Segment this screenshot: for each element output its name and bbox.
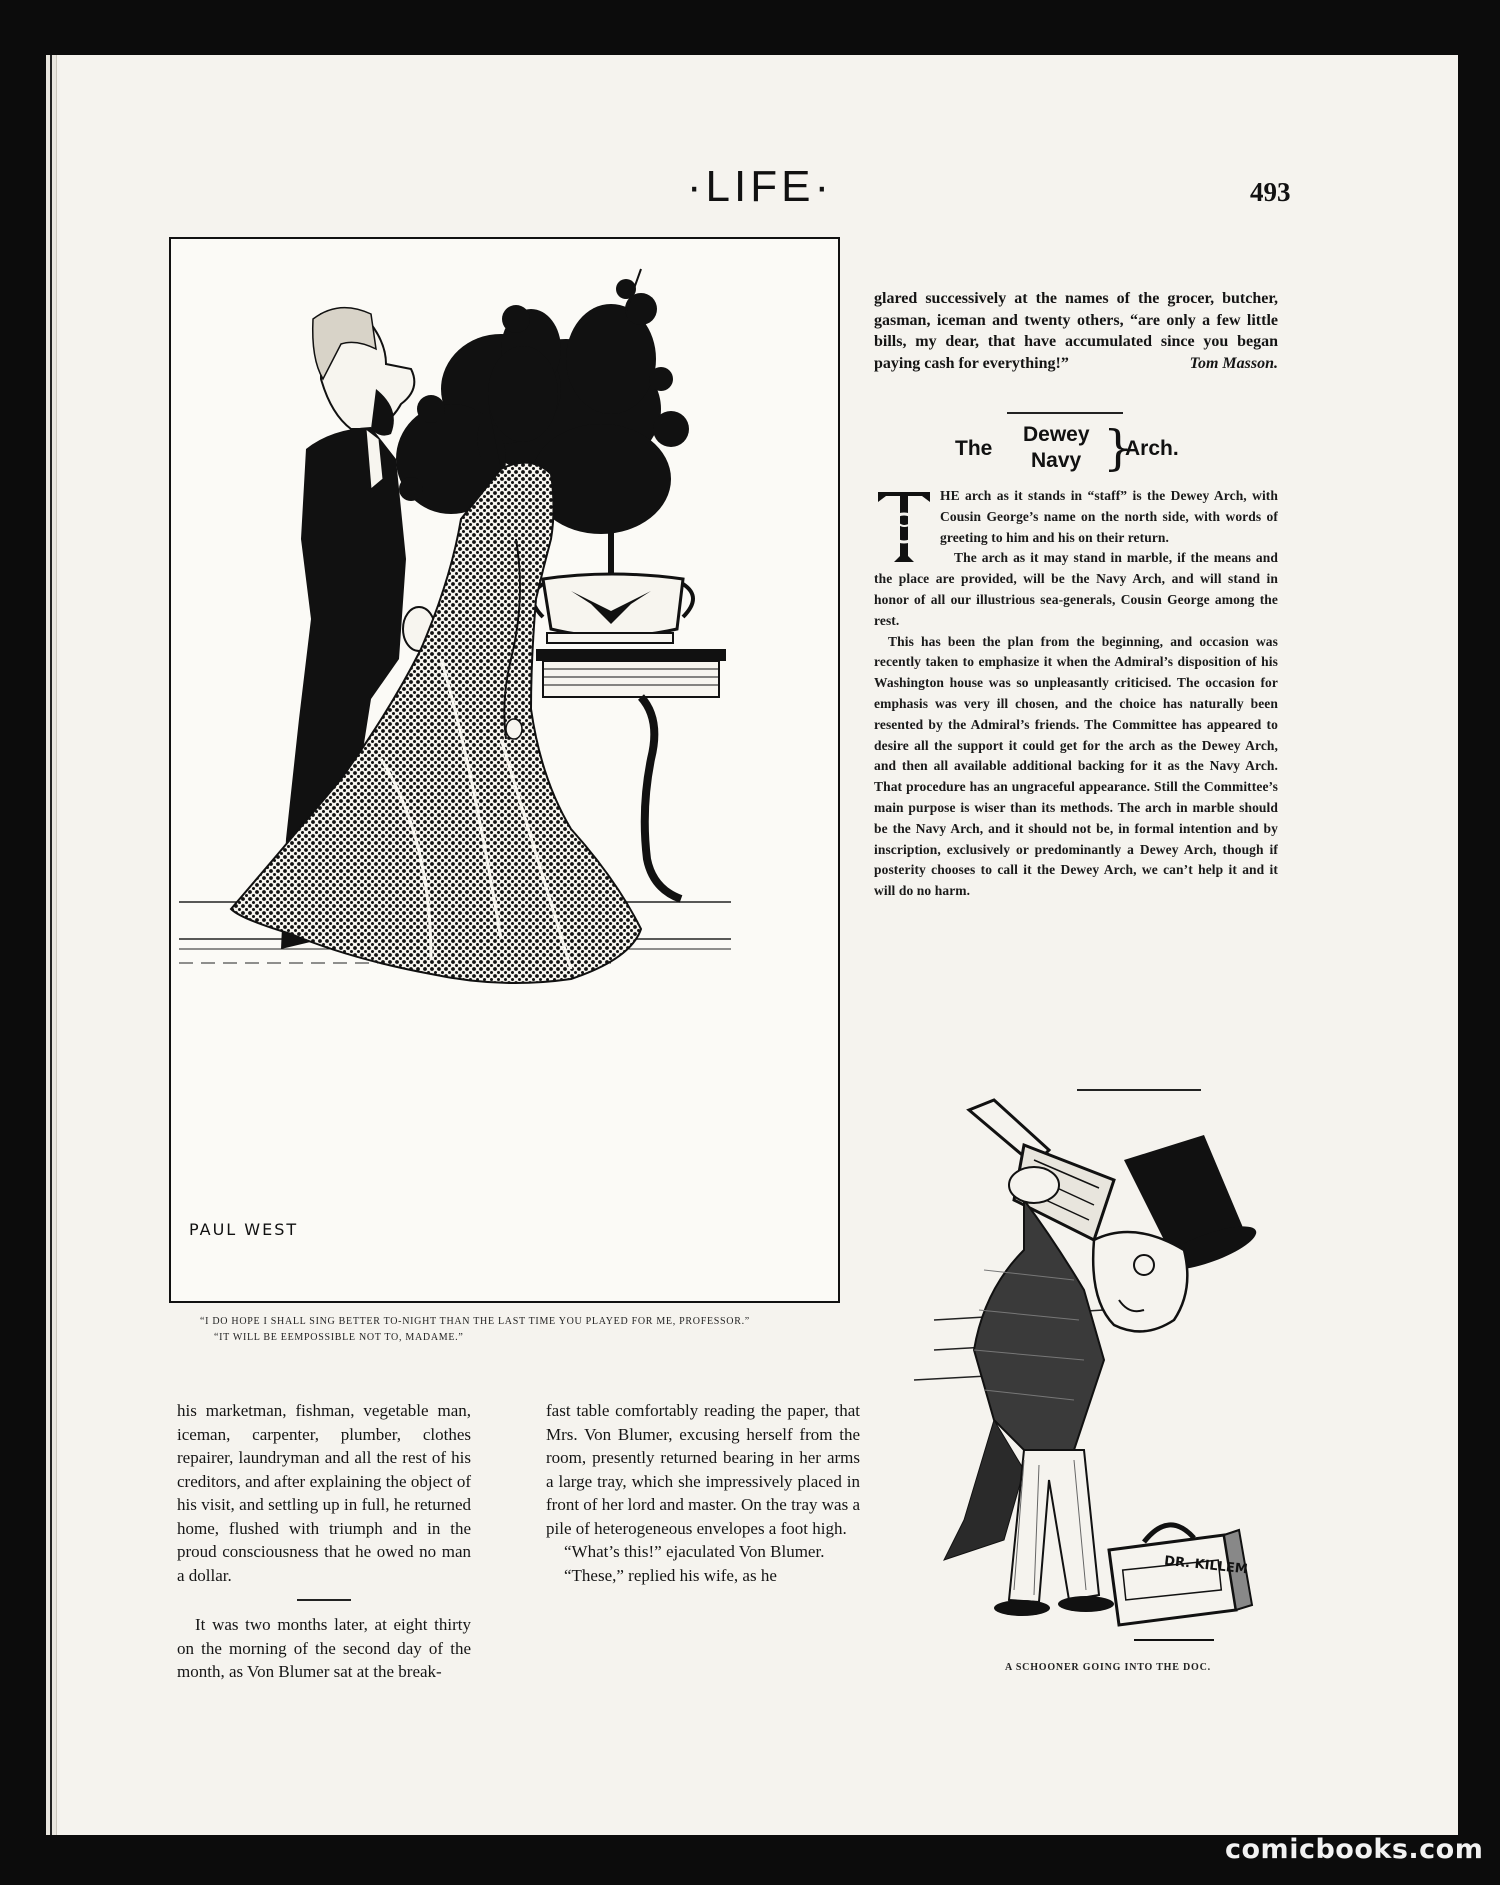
singer-and-professor-drawing: [171, 239, 838, 1301]
caption-line-2: “IT WILL BE EEMPOSSIBLE NOT TO, MADAME.”: [214, 1332, 464, 1343]
bag-label: DR. KILLEM: [1163, 1553, 1249, 1578]
heading-word-the: The: [955, 437, 993, 460]
heading-word-navy: Navy: [1031, 449, 1082, 472]
story-paragraph: glared successively at the names of the grocer, butcher, gasman, iceman and twenty others, “are only a few little bills, my dear, that have accumulated since you began paying cash for everything!”: [874, 290, 1278, 372]
story-author: Tom Masson.: [1189, 354, 1278, 372]
site-watermark: comicbooks.com: [1225, 1834, 1484, 1865]
story-paragraph: It was two months later, at eight thirty on the morning of the second day of the month, as Von Blumer sat at the break-: [177, 1615, 471, 1681]
story-column-1: [177, 1399, 471, 1684]
story-column-3: [874, 288, 1278, 374]
artist-signature: PAUL WEST: [189, 1220, 299, 1239]
story-paragraph: his marketman, fishman, vegetable man, iceman, carpenter, plumber, clothes repairer, laundryman and all the rest of his creditors, and after explaining the object of his visit, and settling up in full, he returned home, flushed with triumph and in the proud consciousness that he owed no man a dollar.: [177, 1401, 471, 1585]
article-paragraph: The arch as it may stand in marble, if the means and the place are provided, will be the Navy Arch, and will stand in honor of all our illustrious sea-generals, Cousin George among the rest.: [874, 550, 1278, 628]
gutter-line: [50, 55, 52, 1835]
heading-word-arch: Arch.: [1125, 437, 1179, 460]
article-heading: [955, 421, 1255, 483]
article-paragraph: HE arch as it stands in “staff” is the Dewey Arch, with Cousin George’s name on the north side, with words of greeting to him and his on their return.: [940, 488, 1278, 545]
article-paragraph: This has been the plan from the beginning, and occasion was recently taken to emphasize it when the Admiral’s disposition of his Washington house was so unpleasantly criticised. The occasion for emphasis was very ill chosen, and the choice has naturally been resented by the Admiral’s friends. The Committee has appeared to desire all the support it could get for the arch as the Dewey Arch, and then all available additional backing for it as the Navy Arch. That procedure has an ungraceful appearance. Still the Committee’s main purpose is wiser than its methods. The arch in marble should be the Navy Arch, and it should not be, in formal intention and by inscription, exclusively or predominantly a Dewey Arch, though if posterity chooses to call it the Dewey Arch, we can’t help it and it will do no harm.: [874, 633, 1278, 899]
section-divider: [297, 1599, 351, 1601]
story-column-2: [546, 1399, 860, 1587]
main-illustration: [169, 237, 840, 1303]
cartoon-caption: A SCHOONER GOING INTO THE DOC.: [1005, 1662, 1211, 1673]
story-paragraph: “What’s this!” ejaculated Von Blumer.: [564, 1542, 825, 1561]
story-paragraph: “These,” replied his wife, as he: [564, 1565, 777, 1585]
ornate-drop-cap-t-icon: [874, 486, 934, 564]
heading-brace: }: [1103, 420, 1134, 476]
illustration-caption: [200, 1314, 860, 1346]
page-number: 493: [1250, 177, 1291, 207]
magazine-title: ·LIFE·: [686, 162, 834, 211]
heading-word-dewey: Dewey: [1023, 423, 1090, 446]
caption-line-1: “I DO HOPE I SHALL SING BETTER TO-NIGHT THAN THE LAST TIME YOU PLAYED FOR ME, PROFESSOR.”: [200, 1316, 750, 1327]
story-paragraph: fast table comfortably reading the paper, that Mrs. Von Blumer, excusing herself from the room, presently returned bearing in her arms a large tray, which she impressively placed in front of her lord and master. On the tray was a pile of heterogeneous envelopes a foot high.: [546, 1401, 860, 1538]
article-body: [874, 486, 1278, 902]
section-divider: [1007, 412, 1123, 414]
